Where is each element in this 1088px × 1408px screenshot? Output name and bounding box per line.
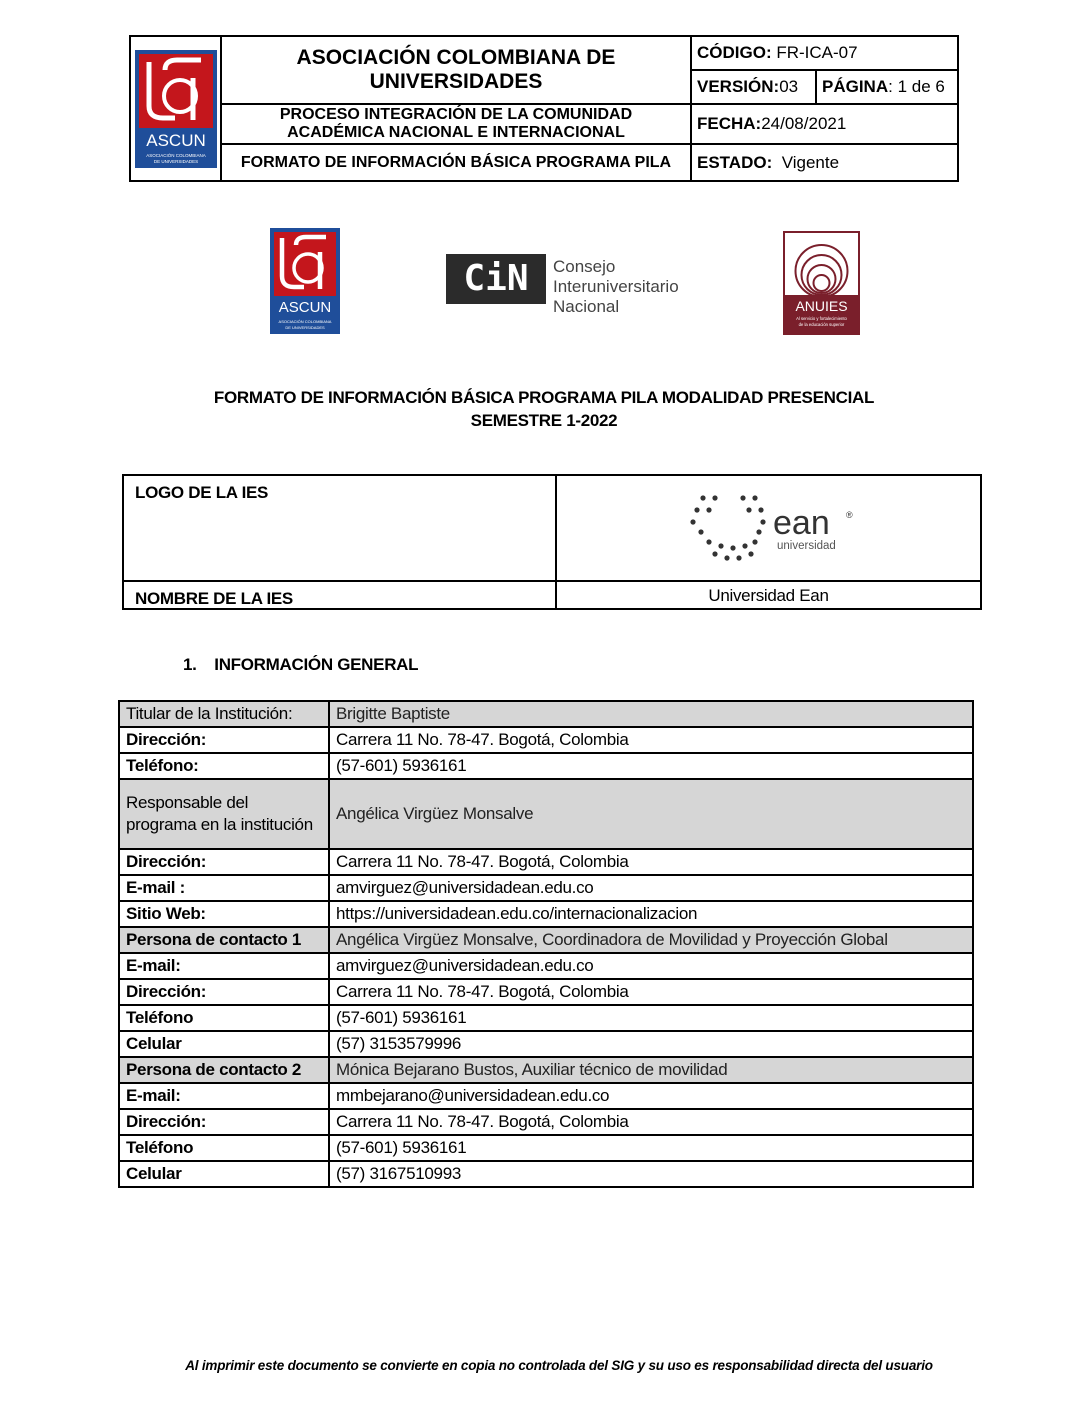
info-value: (57-601) 5936161 <box>329 753 973 779</box>
info-row <box>119 1005 973 1031</box>
document-title-line1: FORMATO DE INFORMACIÓN BÁSICA PROGRAMA PILA MODALIDAD PRESENCIAL <box>213 388 875 407</box>
info-key: E-mail: <box>119 1083 329 1109</box>
info-row <box>119 727 973 753</box>
info-value: Mónica Bejarano Bustos, Auxiliar técnico de movilidad <box>329 1057 973 1083</box>
organization-name: ASOCIACIÓN COLOMBIANA DE UNIVERSIDADES <box>296 46 616 93</box>
info-value: Carrera 11 No. 78-47. Bogotá, Colombia <box>329 979 973 1005</box>
svg-text:Al servicio y fortalecimiento: Al servicio y fortalecimiento <box>796 316 847 321</box>
format-name: FORMATO DE INFORMACIÓN BÁSICA PROGRAMA PILA <box>240 153 672 171</box>
info-value: (57-601) 5936161 <box>329 1005 973 1031</box>
info-key: Teléfono: <box>119 753 329 779</box>
info-row <box>119 1109 973 1135</box>
svg-text:ASOCIACIÓN COLOMBIANA: ASOCIACIÓN COLOMBIANA <box>146 153 206 158</box>
info-key: Celular <box>119 1161 329 1187</box>
svg-text:®: ® <box>846 510 853 520</box>
info-key: Teléfono <box>119 1135 329 1161</box>
cin-line2: Interuniversitario <box>553 277 679 296</box>
info-key: Persona de contacto 1 <box>119 927 329 953</box>
info-value: Brigitte Baptiste <box>329 701 973 727</box>
info-value: Carrera 11 No. 78-47. Bogotá, Colombia <box>329 727 973 753</box>
anuies-logo <box>783 231 860 335</box>
info-row <box>119 979 973 1005</box>
info-row <box>119 953 973 979</box>
info-key: E-mail : <box>119 875 329 901</box>
info-row <box>119 849 973 875</box>
svg-text:DE UNIVERSIDADES: DE UNIVERSIDADES <box>285 325 325 330</box>
info-row <box>119 901 973 927</box>
info-key: Persona de contacto 2 <box>119 1057 329 1083</box>
info-key: Responsable del programa en la institución <box>119 779 329 849</box>
svg-text:ANUIES: ANUIES <box>795 298 848 314</box>
svg-text:ASCUN: ASCUN <box>146 131 206 150</box>
info-row <box>119 875 973 901</box>
info-value: Carrera 11 No. 78-47. Bogotá, Colombia <box>329 849 973 875</box>
pagina-field: PÁGINA : 1 de 6 <box>822 77 945 96</box>
version-field: VERSIÓN: 03 <box>697 77 799 96</box>
svg-text:DE UNIVERSIDADES: DE UNIVERSIDADES <box>153 159 199 164</box>
ascun-logo-header <box>135 50 217 168</box>
pagina-value: : 1 de 6 <box>888 77 945 96</box>
ies-name-value: Universidad Ean <box>708 586 829 605</box>
svg-text:ASCUN: ASCUN <box>278 299 332 316</box>
document-header <box>129 35 959 182</box>
estado-field: ESTADO: Vigente <box>697 152 840 172</box>
info-row <box>119 1083 973 1109</box>
footer-disclaimer: Al imprimir este documento se convierte en copia no controlada del SIG y su uso es responsabilidad directa del usuario <box>185 1358 933 1373</box>
ean-logo <box>689 494 869 564</box>
info-key: Dirección: <box>119 727 329 753</box>
svg-text:de la educación superior: de la educación superior <box>798 322 845 327</box>
info-value: mmbejarano@universidadean.edu.co <box>329 1083 973 1109</box>
section-1-heading: 1. INFORMACIÓN GENERAL <box>183 655 419 674</box>
info-value: (57) 3167510993 <box>329 1161 973 1187</box>
info-key: Titular de la Institución: <box>119 701 329 727</box>
info-value: Angélica Virgüez Monsalve, Coordinadora de Movilidad y Proyección Global <box>329 927 973 953</box>
info-key: Sitio Web: <box>119 901 329 927</box>
info-row <box>119 1057 973 1083</box>
info-value: (57-601) 5936161 <box>329 1135 973 1161</box>
cin-line1: Consejo <box>553 257 616 276</box>
cin-line3: Nacional <box>553 297 620 316</box>
cin-mark: CiN <box>446 254 546 304</box>
info-value: (57) 3153579996 <box>329 1031 973 1057</box>
fecha-field: FECHA: 24/08/2021 <box>697 114 847 133</box>
info-value: amvirguez@universidadean.edu.co <box>329 953 973 979</box>
info-value: Angélica Virgüez Monsalve <box>329 779 973 849</box>
info-key: Dirección: <box>119 979 329 1005</box>
info-key: Celular <box>119 1031 329 1057</box>
process-name: PROCESO INTEGRACIÓN DE LA COMUNIDAD ACADÉMICA NACIONAL E INTERNACIONAL <box>279 106 633 141</box>
codigo-value: FR-ICA-07 <box>776 43 858 62</box>
info-row <box>119 753 973 779</box>
info-row <box>119 1161 973 1187</box>
info-key: Dirección: <box>119 1109 329 1135</box>
document-title <box>0 386 1088 432</box>
general-info-table <box>118 700 974 1188</box>
svg-text:ean: ean <box>773 504 830 542</box>
codigo-field: CÓDIGO: FR-ICA-07 <box>697 43 858 62</box>
svg-text:universidad: universidad <box>777 540 836 552</box>
info-row <box>119 1135 973 1161</box>
info-row <box>119 1031 973 1057</box>
ies-name-label: NOMBRE DE LA IES <box>135 589 293 608</box>
ies-table <box>122 474 982 610</box>
cin-logo <box>446 254 700 320</box>
info-key: E-mail: <box>119 953 329 979</box>
version-value: 03 <box>779 77 799 96</box>
ies-logo-label: LOGO DE LA IES <box>135 483 269 502</box>
estado-value: Vigente <box>781 152 840 172</box>
ascun-logo <box>270 228 340 334</box>
info-key: Dirección: <box>119 849 329 875</box>
info-key: Teléfono <box>119 1005 329 1031</box>
document-title-line2: SEMESTRE 1-2022 <box>470 411 618 430</box>
info-value: Carrera 11 No. 78-47. Bogotá, Colombia <box>329 1109 973 1135</box>
info-row <box>119 779 973 849</box>
svg-text:ASOCIACIÓN COLOMBIANA: ASOCIACIÓN COLOMBIANA <box>278 319 332 324</box>
info-value: https://universidadean.edu.co/internacionalizacion <box>329 901 973 927</box>
info-row <box>119 701 973 727</box>
info-row <box>119 927 973 953</box>
fecha-value: 24/08/2021 <box>761 114 847 133</box>
info-value: amvirguez@universidadean.edu.co <box>329 875 973 901</box>
